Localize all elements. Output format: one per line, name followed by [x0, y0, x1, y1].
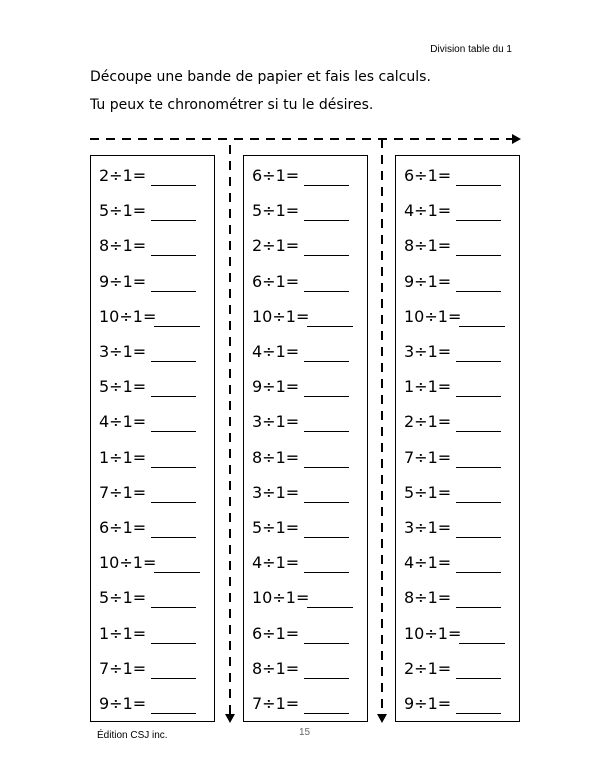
page-header-title: Division table du 1 [430, 44, 512, 55]
division-problem: 3÷1= [404, 342, 452, 361]
problem-row [252, 651, 299, 686]
division-problem: 9÷1= [404, 694, 452, 713]
problem-row [99, 475, 146, 510]
answer-blank[interactable] [304, 713, 349, 714]
answer-blank[interactable] [456, 185, 501, 186]
division-problem: 5÷1= [252, 201, 300, 221]
problem-row [404, 193, 451, 228]
answer-blank[interactable] [154, 326, 200, 327]
division-problem: 9÷1= [252, 377, 300, 397]
problem-row [404, 158, 451, 193]
division-problem: 1÷1= [404, 377, 452, 397]
answer-blank[interactable] [456, 361, 501, 362]
answer-blank[interactable] [151, 291, 196, 292]
problem-row [99, 440, 146, 475]
problem-row [404, 228, 451, 263]
answer-blank[interactable] [151, 185, 196, 186]
problem-row [404, 580, 451, 615]
problem-row [404, 404, 451, 439]
division-problem: 5÷1= [99, 201, 147, 221]
division-problem: 3÷1= [252, 412, 300, 432]
answer-blank[interactable] [456, 502, 501, 503]
answer-blank[interactable] [304, 502, 349, 503]
instruction-cut-strip: Découpe une bande de papier et fais les calculs. [90, 69, 431, 85]
answer-blank[interactable] [151, 678, 196, 679]
problem-row [99, 404, 146, 439]
problem-row [252, 369, 299, 404]
answer-blank[interactable] [151, 255, 196, 256]
problem-row [404, 545, 451, 580]
problem-row [99, 193, 146, 228]
problem-row [404, 299, 461, 334]
problem-strip-2 [243, 155, 368, 722]
division-problem: 7÷1= [99, 658, 147, 678]
problem-row [404, 651, 451, 686]
division-problem: 5÷1= [99, 588, 147, 608]
answer-blank[interactable] [456, 396, 501, 397]
answer-blank[interactable] [304, 643, 349, 644]
problem-row [99, 299, 156, 334]
problem-row [99, 651, 146, 686]
division-problem: 8÷1= [404, 236, 452, 256]
division-problem: 3÷1= [99, 342, 147, 361]
answer-blank[interactable] [456, 537, 501, 538]
division-problem: 4÷1= [252, 342, 300, 361]
problem-row [252, 545, 299, 580]
answer-blank[interactable] [456, 431, 501, 432]
problem-row [99, 616, 146, 651]
answer-blank[interactable] [304, 361, 349, 362]
answer-blank[interactable] [151, 537, 196, 538]
division-problem: 6÷1= [252, 271, 300, 291]
problem-row [252, 616, 299, 651]
division-problem: 3÷1= [404, 518, 452, 537]
division-problem: 6÷1= [252, 623, 300, 643]
problem-row [99, 369, 146, 404]
answer-blank[interactable] [151, 361, 196, 362]
problem-row [252, 334, 299, 369]
division-problem: 4÷1= [99, 412, 147, 432]
problem-row [252, 228, 299, 263]
answer-blank[interactable] [456, 607, 501, 608]
problem-row [99, 686, 146, 721]
answer-blank[interactable] [151, 467, 196, 468]
answer-blank[interactable] [456, 713, 501, 714]
problem-row [404, 686, 451, 721]
answer-blank[interactable] [459, 643, 505, 644]
problem-row [252, 686, 299, 721]
answer-blank[interactable] [304, 572, 349, 573]
instruction-timer: Tu peux te chronométrer si tu le désires. [90, 97, 374, 113]
answer-blank[interactable] [307, 607, 353, 608]
answer-blank[interactable] [151, 713, 196, 714]
problem-row [404, 475, 451, 510]
division-problem: 10÷1= [252, 306, 310, 326]
page-number: 15 [299, 727, 311, 738]
problem-row [99, 580, 146, 615]
answer-blank[interactable] [304, 396, 349, 397]
division-problem: 6÷1= [252, 166, 300, 185]
answer-blank[interactable] [304, 255, 349, 256]
division-problem: 9÷1= [404, 271, 452, 291]
answer-blank[interactable] [304, 185, 349, 186]
problem-row [252, 440, 299, 475]
problem-row [404, 334, 451, 369]
problem-row [252, 193, 299, 228]
division-problem: 5÷1= [252, 518, 300, 537]
answer-blank[interactable] [151, 607, 196, 608]
division-problem: 4÷1= [404, 201, 452, 221]
arrow-down-icon [225, 714, 235, 723]
division-problem: 8÷1= [252, 658, 300, 678]
problem-row [404, 264, 451, 299]
division-problem: 10÷1= [252, 588, 310, 608]
answer-blank[interactable] [456, 678, 501, 679]
problem-row [252, 475, 299, 510]
problem-row [252, 158, 299, 193]
division-problem: 2÷1= [99, 166, 147, 185]
division-problem: 2÷1= [252, 236, 300, 256]
division-problem: 6÷1= [99, 518, 147, 537]
division-problem: 4÷1= [252, 553, 300, 573]
division-problem: 10÷1= [404, 623, 462, 643]
division-problem: 7÷1= [99, 482, 147, 502]
answer-blank[interactable] [304, 431, 349, 432]
division-problem: 7÷1= [252, 694, 300, 713]
answer-blank[interactable] [304, 537, 349, 538]
problem-row [252, 580, 309, 615]
division-problem: 10÷1= [404, 306, 462, 326]
division-problem: 1÷1= [99, 447, 147, 467]
division-problem: 9÷1= [99, 271, 147, 291]
division-problem: 8÷1= [404, 588, 452, 608]
answer-blank[interactable] [304, 291, 349, 292]
division-problem: 10÷1= [99, 553, 157, 573]
division-problem: 1÷1= [99, 623, 147, 643]
answer-blank[interactable] [307, 326, 353, 327]
answer-blank[interactable] [459, 326, 505, 327]
problem-row [99, 334, 146, 369]
answer-blank[interactable] [456, 291, 501, 292]
problem-row [404, 369, 451, 404]
answer-blank[interactable] [154, 572, 200, 573]
answer-blank[interactable] [456, 255, 501, 256]
problem-strip-3 [395, 155, 520, 722]
problem-row [252, 299, 309, 334]
problem-row [404, 440, 451, 475]
answer-blank[interactable] [456, 220, 501, 221]
arrow-down-icon [377, 714, 387, 723]
division-problem: 2÷1= [404, 412, 452, 432]
division-problem: 2÷1= [404, 658, 452, 678]
division-problem: 5÷1= [99, 377, 147, 397]
division-problem: 4÷1= [404, 553, 452, 573]
problem-row [252, 404, 299, 439]
division-problem: 3÷1= [252, 482, 300, 502]
answer-blank[interactable] [151, 431, 196, 432]
problem-row [404, 510, 451, 545]
answer-blank[interactable] [151, 502, 196, 503]
problem-row [99, 510, 146, 545]
answer-blank[interactable] [304, 220, 349, 221]
division-problem: 6÷1= [404, 166, 452, 185]
problem-row [252, 264, 299, 299]
division-problem: 9÷1= [99, 694, 147, 713]
problem-row [99, 228, 146, 263]
problem-row [99, 264, 146, 299]
division-problem: 7÷1= [404, 447, 452, 467]
answer-blank[interactable] [456, 572, 501, 573]
answer-blank[interactable] [151, 220, 196, 221]
answer-blank[interactable] [456, 467, 501, 468]
arrow-right-icon [512, 134, 521, 144]
division-problem: 8÷1= [99, 236, 147, 256]
answer-blank[interactable] [304, 467, 349, 468]
answer-blank[interactable] [151, 396, 196, 397]
problem-row [404, 616, 461, 651]
division-problem: 8÷1= [252, 447, 300, 467]
answer-blank[interactable] [304, 678, 349, 679]
answer-blank[interactable] [151, 643, 196, 644]
problem-row [99, 158, 146, 193]
problem-row [99, 545, 156, 580]
division-problem: 10÷1= [99, 306, 157, 326]
division-problem: 5÷1= [404, 482, 452, 502]
publisher-credit: Édition CSJ inc. [97, 730, 168, 741]
problem-strip-1 [90, 155, 215, 722]
problem-row [252, 510, 299, 545]
